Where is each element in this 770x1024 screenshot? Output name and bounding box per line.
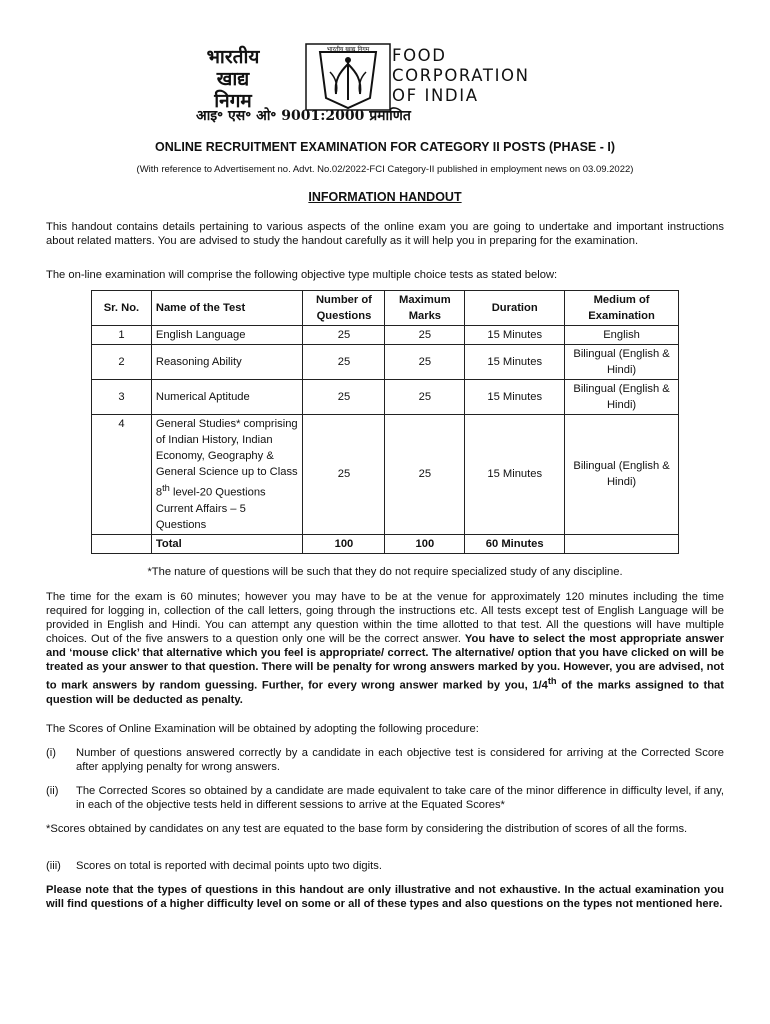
intro-paragraph: This handout contains details pertaining to various aspects of the online exam you are going to undertake and important instructions about related matters. You are advised to study the handout carefully as it will help you in preparing for the examination. (46, 221, 724, 247)
marks-cell: 25 (385, 380, 465, 415)
medium-cell: English (565, 326, 679, 345)
logo-hindi-name: भारतीय खाद्य निगम (206, 46, 260, 112)
tests-table (91, 290, 679, 554)
marks-cell: 25 (385, 345, 465, 380)
questions-cell: 25 (303, 380, 385, 415)
total-duration: 60 Minutes (465, 534, 565, 553)
tests-intro-paragraph: The on-line examination will comprise the following objective type multiple choice tests as stated below: (46, 269, 558, 281)
test-name-cell: English Language (151, 326, 303, 345)
test-name-cell: Reasoning Ability (151, 345, 303, 380)
test-name-cell: Numerical Aptitude (151, 380, 303, 415)
test-name-cell (151, 415, 303, 535)
list-item (46, 746, 724, 776)
list-item (46, 784, 724, 814)
sr-cell: 2 (92, 345, 152, 380)
logo-english-name: FOOD CORPORATION OF INDIA (392, 46, 530, 105)
empty-cell (565, 534, 679, 553)
list-text: Number of questions answered correctly by a candidate in each objective test is considered for arriving at the Corrected Score after applying penalty for wrong answers. (76, 747, 724, 773)
handout-title: INFORMATION HANDOUT (308, 190, 462, 204)
header-cell: Medium of Examination (565, 291, 679, 326)
list-item (46, 859, 724, 875)
time-text: The time for the exam is 60 minutes; however you may have to be at the venue for approximately 120 minutes including the time required for logging in, collection of the call letters, going through the instructions etc. All tests except test of English Language will be provided in English and Hindi. You can attempt any question within the time allotted to that test. All the questions will have multiple choices. Out of the five answers to a question only one will be the correct answer. (46, 591, 724, 645)
duration-cell: 15 Minutes (465, 415, 565, 535)
list-number: (ii) (46, 785, 59, 797)
empty-cell (92, 534, 152, 553)
time-text-bold: You have to select the most appropriate answer and ‘mouse click’ that alternative which you feel is appropriate/ correct. The alternative/ option that you have clicked on will be treated as your answer to that question. There will be penalty for wrong answers marked by you. However, you are advised, not to mark answers by random guessing. Further, for every wrong answer marked by you, 1/4 (46, 633, 724, 692)
total-marks: 100 (385, 534, 465, 553)
medium-cell: Bilingual (English & Hindi) (565, 380, 679, 415)
list-number: (iii) (46, 860, 61, 872)
questions-cell: 25 (303, 326, 385, 345)
header-cell: Maximum Marks (385, 291, 465, 326)
questions-cell: 25 (303, 415, 385, 535)
sr-cell: 4 (92, 415, 152, 535)
header-cell: Name of the Test (151, 291, 303, 326)
page-title: ONLINE RECRUITMENT EXAMINATION FOR CATEGORY II POSTS (PHASE - I) (155, 140, 615, 154)
table-header-row (92, 291, 679, 326)
header-cell: Sr. No. (92, 291, 152, 326)
header-cell: Duration (465, 291, 565, 326)
duration-cell: 15 Minutes (465, 380, 565, 415)
final-note: Please note that the types of questions in this handout are only illustrative and not exhaustive. In the actual examination you will find questions of a higher difficulty level on some or all of these types and also questions on the types not mentioned here. (46, 884, 724, 910)
duration-cell: 15 Minutes (465, 345, 565, 380)
sr-cell: 1 (92, 326, 152, 345)
superscript: th (547, 676, 557, 686)
advertisement-reference: (With reference to Advertisement no. Advt. No.02/2022-FCI Category-II published in employment news on 03.09.2022) (136, 164, 634, 175)
equated-note: *Scores obtained by candidates on any test are equated to the base form by considering the distribution of scores of all the forms. (46, 823, 688, 835)
test-name-part: level-20 Questions Current Affairs – 5 Questions (155, 486, 266, 531)
medium-cell: Bilingual (English & Hindi) (565, 345, 679, 380)
sr-cell: 3 (92, 380, 152, 415)
table-row (92, 345, 679, 380)
fci-emblem-icon (300, 42, 396, 114)
table-total-row (92, 534, 679, 553)
nature-note: *The nature of questions will be such that they do not require specialized study of any discipline. (147, 566, 623, 578)
marks-cell: 25 (385, 326, 465, 345)
list-number: (i) (46, 747, 56, 759)
scores-intro: The Scores of Online Examination will be obtained by adopting the following procedure: (46, 723, 479, 735)
time-text-bold: of the marks assigned to that question will be deducted as penalty. (46, 679, 724, 706)
table-row (92, 326, 679, 345)
superscript: th (162, 483, 170, 493)
list-text: The Corrected Scores so obtained by a candidate are made equivalent to take care of the minor difference in difficulty level, if any, in each of the objective tests held in different sessions to arrive at the Equated Scores* (76, 785, 724, 811)
marks-cell: 25 (385, 415, 465, 535)
exam-time-paragraph (46, 590, 724, 707)
total-questions: 100 (303, 534, 385, 553)
medium-cell: Bilingual (English & Hindi) (565, 415, 679, 535)
table-row (92, 415, 679, 535)
total-label: Total (151, 534, 303, 553)
header-cell: Number of Questions (303, 291, 385, 326)
list-text: Scores on total is reported with decimal points upto two digits. (76, 860, 382, 872)
duration-cell: 15 Minutes (465, 326, 565, 345)
iso-certification: आइ॰ एस॰ ओ॰ 9001:2000 प्रमाणित (196, 108, 411, 124)
test-name-part: General Studies* comprising of Indian History, Indian Economy, Geography & General Science up to Class 8 (155, 418, 298, 499)
table-row (92, 380, 679, 415)
questions-cell: 25 (303, 345, 385, 380)
emblem-text: भारतीय खाद्य निगम (326, 46, 370, 53)
